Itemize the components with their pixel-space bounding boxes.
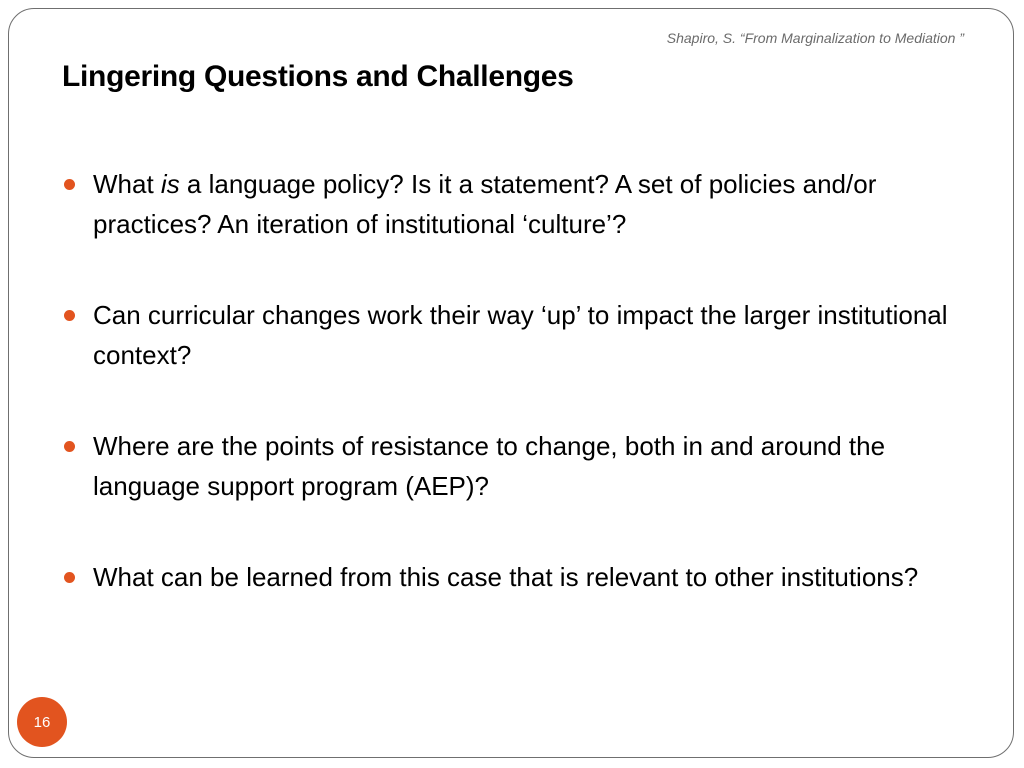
bullet-text — [93, 300, 948, 370]
bullet-dot-icon — [64, 572, 75, 583]
bullet-list — [62, 164, 972, 648]
bullet-text-segment: What — [93, 169, 161, 199]
page-number-badge: 16 — [17, 697, 67, 747]
bullet-item — [62, 164, 972, 244]
bullet-text-segment: a language policy? Is it a statement? A set of policies and/or practices? An iteration of institutional ‘culture’? — [93, 169, 877, 239]
bullet-text-segment: is — [160, 169, 180, 199]
bullet-item — [62, 426, 972, 506]
bullet-text — [93, 562, 918, 592]
bullet-item — [62, 295, 972, 375]
bullet-text-segment: What can be learned from this case that is relevant to other institutions? — [93, 562, 919, 592]
bullet-dot-icon — [64, 179, 75, 190]
bullet-item — [62, 557, 972, 597]
bullet-text — [93, 169, 876, 239]
bullet-dot-icon — [64, 310, 75, 321]
slide-title: Lingering Questions and Challenges — [62, 60, 574, 93]
bullet-text — [93, 431, 885, 501]
bullet-text-segment: Where are the points of resistance to change, both in and around the language support program (AEP)? — [93, 431, 886, 501]
bullet-dot-icon — [64, 441, 75, 452]
citation-header: Shapiro, S. “From Marginalization to Mediation ” — [666, 30, 964, 46]
bullet-text-segment: Can curricular changes work their way ‘up’ to impact the larger institutional context? — [93, 300, 948, 370]
